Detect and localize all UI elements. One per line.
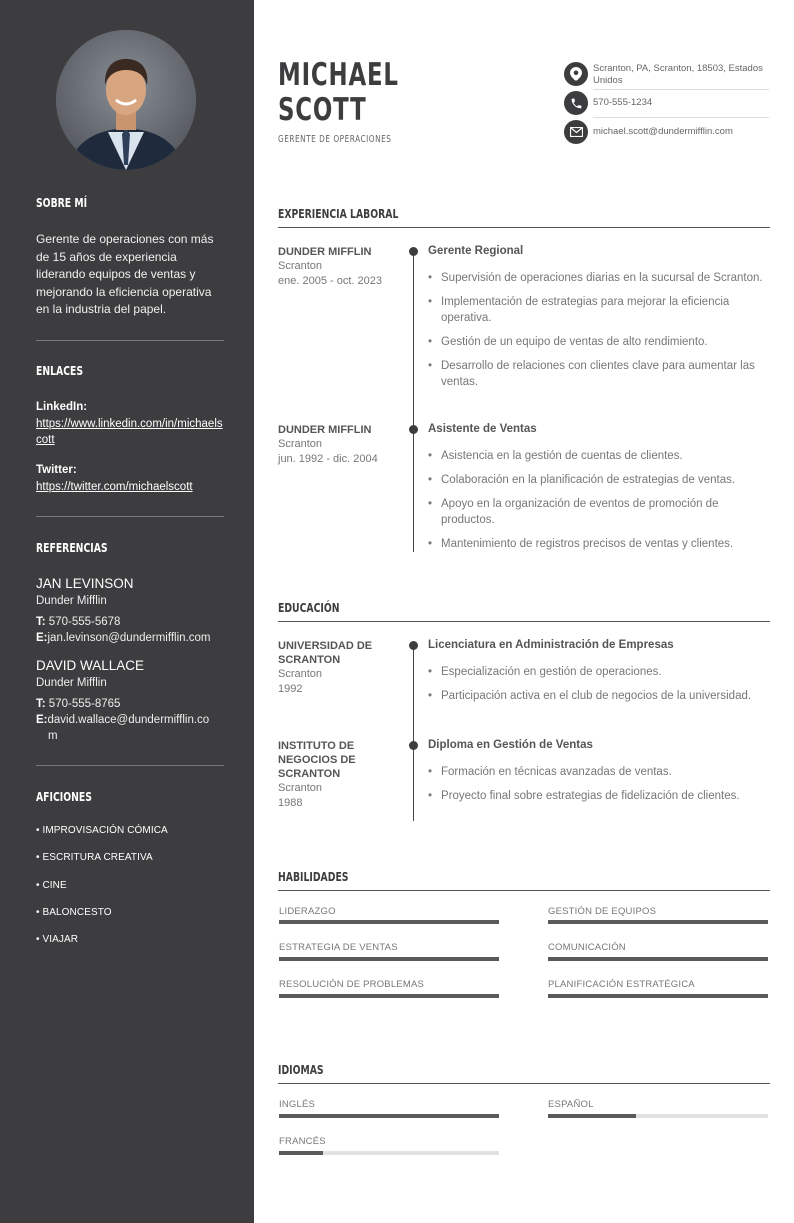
reference-phone (36, 614, 224, 630)
email-icon (564, 120, 588, 144)
skill-bar (548, 920, 768, 924)
timeline-dot (409, 425, 418, 434)
employer-name: DUNDER MIFFLIN (278, 424, 372, 436)
references-heading: REFERENCIAS (36, 541, 108, 555)
skill-bar (279, 957, 499, 961)
timeline-dot (409, 641, 418, 650)
employer-location: Scranton (278, 438, 323, 450)
job-bullet: • Gestión de un equipo de ventas de alto rendimiento. (428, 334, 768, 350)
timeline-line (413, 252, 414, 552)
reference-email-value-cont: m (48, 730, 58, 742)
education-bullet: • Participación activa en el club de negocios de la universidad. (428, 688, 768, 704)
skill-bar-fill (279, 994, 499, 998)
divider (593, 89, 769, 90)
reference-company: Dunder Mifflin (36, 677, 107, 689)
timeline-dot (409, 247, 418, 256)
employment-dates: jun. 1992 - dic. 2004 (278, 453, 378, 465)
degree-title: Diploma en Gestión de Ventas (428, 739, 593, 751)
divider (36, 516, 224, 517)
phone-text: 570-555-1234 (593, 97, 653, 108)
employer-location: Scranton (278, 260, 323, 272)
section-divider (278, 1083, 770, 1084)
section-divider (278, 227, 770, 228)
links-heading: ENLACES (36, 364, 84, 378)
degree-title: Licenciatura en Administración de Empresas (428, 639, 674, 651)
reference-phone (36, 696, 224, 712)
linkedin-label: LinkedIn: (36, 401, 88, 413)
job-bullet: • Implementación de estrategias para mejorar la eficiencia operativa. (428, 294, 768, 326)
skills-heading: HABILIDADES (278, 870, 349, 884)
divider (36, 765, 224, 766)
phone-label: T: (36, 698, 46, 710)
institution-name: UNIVERSIDAD DE SCRANTON (278, 640, 373, 666)
skill-name: RESOLUCIÓN DE PROBLEMAS (279, 979, 425, 990)
job-bullet: • Asistencia en la gestión de cuentas de clientes. (428, 448, 768, 464)
institution-name: INSTITUTO DE NEGOCIOS DE SCRANTON (278, 740, 356, 780)
skill-bar (548, 957, 768, 961)
education-heading: EDUCACIÓN (278, 601, 340, 615)
job-position: Gerente Regional (428, 245, 524, 257)
skill-bar-fill (279, 920, 499, 924)
skill-name: COMUNICACIÓN (548, 942, 626, 953)
twitter-label: Twitter: (36, 464, 77, 476)
skill-bar-fill (548, 994, 768, 998)
education-bullet: • Especialización en gestión de operaciones. (428, 664, 768, 680)
email-label: E: (36, 714, 48, 726)
job-bullet: • Desarrollo de relaciones con clientes clave para aumentar las ventas. (428, 358, 768, 390)
timeline-line (413, 646, 414, 821)
language-bar (279, 1114, 499, 1118)
reference-phone-value: 570-555-5678 (48, 616, 121, 628)
skill-bar-fill (548, 920, 768, 924)
job-bullet: • Supervisión de operaciones diarias en la sucursal de Scranton. (428, 270, 768, 286)
email-text: michael.scott@dundermifflin.com (593, 126, 733, 137)
reference-name: DAVID WALLACE (36, 658, 145, 673)
skill-bar (279, 994, 499, 998)
twitter-link[interactable]: https://twitter.com/michaelscott (36, 481, 193, 493)
skill-name: GESTIÓN DE EQUIPOS (548, 906, 657, 917)
phone-label: T: (36, 616, 46, 628)
reference-email-value: jan.levinson@dundermifflin.com (47, 632, 211, 644)
linkedin-link[interactable]: https://www.linkedin.com/in/michaelscott (36, 418, 223, 446)
reference-email-value: david.wallace@dundermifflin.co (47, 714, 210, 726)
profile-photo (56, 30, 196, 170)
location-icon (564, 62, 588, 86)
institution-location: Scranton (278, 782, 323, 794)
skill-name: LIDERAZGO (279, 906, 336, 917)
section-divider (278, 621, 770, 622)
sidebar (0, 0, 254, 1223)
institution-location: Scranton (278, 668, 323, 680)
languages-heading: IDIOMAS (278, 1063, 324, 1077)
hobby-item: • IMPROVISACIÓN CÓMICA (36, 825, 168, 836)
timeline-dot (409, 741, 418, 750)
education-dates: 1988 (278, 797, 303, 809)
education-dates: 1992 (278, 683, 303, 695)
divider (36, 340, 224, 341)
reference-name: JAN LEVINSON (36, 576, 134, 591)
skill-name: PLANIFICACIÓN ESTRATÉGICA (548, 979, 695, 990)
hobby-item: • VIAJAR (36, 934, 79, 945)
section-divider (278, 890, 770, 891)
language-bar (548, 1114, 768, 1118)
education-bullet: • Proyecto final sobre estrategias de fidelización de clientes. (428, 788, 768, 804)
skill-name: ESTRATEGIA DE VENTAS (279, 942, 398, 953)
hobby-item: • ESCRITURA CREATIVA (36, 852, 153, 863)
divider (593, 117, 769, 118)
language-bar-fill (279, 1151, 323, 1155)
language-bar-fill (548, 1114, 636, 1118)
hobby-item: • BALONCESTO (36, 907, 112, 918)
job-bullet: • Apoyo en la organización de eventos de promoción de productos. (428, 496, 768, 528)
employer-name: DUNDER MIFFLIN (278, 246, 372, 258)
last-name: SCOTT (278, 92, 367, 128)
reference-phone-value: 570-555-8765 (48, 698, 121, 710)
email-label: E: (36, 632, 48, 644)
hobby-item: • CINE (36, 880, 67, 891)
address-text: Scranton, PA, Scranton, 18503, Estados Unidos (593, 63, 763, 86)
phone-icon (564, 91, 588, 115)
skill-bar (548, 994, 768, 998)
language-name: FRANCÉS (279, 1136, 326, 1147)
reference-company: Dunder Mifflin (36, 595, 107, 607)
about-heading: SOBRE MÍ (36, 196, 88, 210)
employment-dates: ene. 2005 - oct. 2023 (278, 275, 382, 287)
job-bullet: • Colaboración en la planificación de estrategias de ventas. (428, 472, 768, 488)
language-name: INGLÉS (279, 1099, 316, 1110)
full-name (278, 58, 399, 128)
skill-bar (279, 920, 499, 924)
job-title: GERENTE DE OPERACIONES (278, 134, 392, 145)
reference-email (36, 630, 224, 646)
hobbies-heading: AFICIONES (36, 790, 92, 804)
language-bar-fill (279, 1114, 499, 1118)
skill-bar-fill (279, 957, 499, 961)
first-name: MICHAEL (278, 57, 399, 93)
job-bullet: • Mantenimiento de registros precisos de ventas y clientes. (428, 536, 768, 552)
experience-heading: EXPERIENCIA LABORAL (278, 207, 399, 221)
about-text: Gerente de operaciones con más de 15 años de experiencia liderando equipos de ventas y mejorando la eficiencia operativa en la industria del papel. (36, 232, 214, 316)
avatar (56, 30, 196, 170)
reference-email (36, 712, 224, 744)
language-bar (279, 1151, 499, 1155)
education-bullet: • Formación en técnicas avanzadas de ventas. (428, 764, 768, 780)
job-position: Asistente de Ventas (428, 423, 537, 435)
language-name: ESPAÑOL (548, 1099, 594, 1110)
skill-bar-fill (548, 957, 768, 961)
